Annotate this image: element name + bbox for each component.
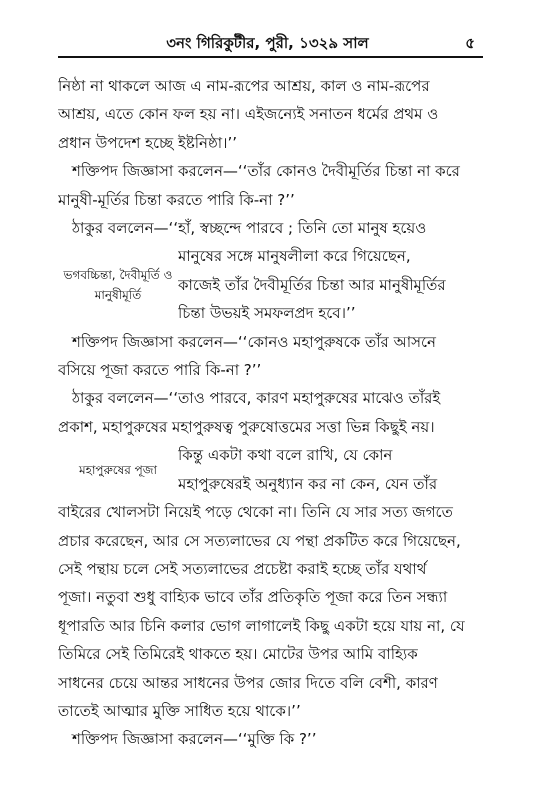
margin-note: মহাপুরুষের পূজা: [78, 462, 157, 477]
running-header-title: ৩নং গিরিকুটীর, পুরী, ১৩২৯ সাল: [166, 34, 369, 52]
text-line: আশ্রয়, এতে কোন ফল হয় না। এইজন্যেই সনাতন ধর্মের প্রথম ও: [58, 105, 439, 124]
text-line: প্রচার করেছেন, আর সে সত্যলাভের যে পন্থা প্রকটিত করে গিয়েছেন,: [58, 531, 461, 550]
text-line: পূজা। নতুবা শুধু বাহ্যিক ভাবে তাঁর প্রতিকৃতি পূজা করে তিন সন্ধ্যা: [58, 588, 448, 607]
text-line: সেই পন্থায় চলে সেই সত্যলাভের প্রচেষ্টা করাই হচ্ছে তাঁর যথার্থ: [58, 559, 427, 578]
page-header: [0, 30, 535, 56]
paragraph: [58, 384, 486, 725]
text-line: সাধনের চেয়ে আন্তর সাধনের উপর জোর দিতে বলি বেশী, কারণ: [58, 673, 438, 692]
text-line: ঠাকুর বললেন—‘‘তাও পারবে, কারণ মহাপুরুষের মাঝেও তাঁরই: [72, 389, 441, 408]
body-text: [58, 72, 486, 754]
text-line: মানুষী-মূর্তির চিন্তা করতে পারি কি-না ?’’: [58, 190, 295, 209]
paragraph: [58, 725, 486, 753]
text-line: বাইরের খোলসটা নিয়েই পড়ে থেকো না। তিনি যে সার সত্য জগতে: [58, 503, 453, 522]
paragraph: [58, 157, 486, 214]
text-line: শক্তিপদ জিজ্ঞাসা করলেন—‘‘তাঁর কোনও দৈবীমূর্তির চিন্তা না করে: [72, 162, 460, 181]
paragraph: [58, 72, 486, 157]
text-line: মানুষের সঙ্গে মানুষলীলা করে গিয়েছেন,: [178, 247, 411, 266]
margin-note-lines: [178, 242, 486, 327]
margin-note-lines: [178, 441, 486, 498]
paragraph: [58, 328, 486, 385]
margin-note-block: [58, 441, 486, 498]
text-line: প্রধান উপদেশ হচ্ছে ইষ্টনিষ্ঠা।’’: [58, 133, 238, 152]
text-line: বসিয়ে পূজা করতে পারি কি-না ?’’: [58, 361, 262, 380]
header-rule: [58, 56, 483, 58]
text-line: চিন্তা উভয়ই সমফলপ্রদ হবে।’’: [178, 304, 356, 323]
text-line: প্রকাশ, মহাপুরুষের মহাপুরুষত্ব পুরুষোত্তমের সত্তা ভিন্ন কিছুই নয়।: [58, 417, 435, 436]
text-line: মহাপুরুষেরই অনুধ্যান কর না কেন, যেন তাঁর: [178, 474, 438, 493]
text-line: শক্তিপদ জিজ্ঞাসা করলেন—‘‘কোনও মহাপুরুষকে তাঁর আসনে: [72, 332, 436, 351]
text-line: তিমিরে সেই তিমিরেই থাকতে হয়। মোটের উপর আমি বাহ্যিক: [58, 645, 418, 664]
text-line: তাতেই আত্মার মুক্তি সাধিত হয়ে থাকে।’’: [58, 701, 301, 720]
text-line: নিষ্ঠা না থাকলে আজ এ নাম-রূপের আশ্রয়, কাল ও নাম-রূপের: [58, 77, 430, 95]
text-line: ধূপারতি আর চিনি কলার ভোগ লাগালেই কিছু একটা হয়ে যায় না, যে: [58, 616, 465, 635]
paragraph: [58, 214, 486, 328]
text-line: ঠাকুর বললেন—‘‘হাঁ, স্বচ্ছন্দে পারবে ; তিনি তো মানুষ হয়েও: [72, 219, 427, 238]
page-number: ৫: [465, 34, 475, 52]
text-line: শক্তিপদ জিজ্ঞাসা করলেন—‘‘মুক্তি কি ?’’: [72, 730, 317, 749]
text-line: কিন্তু একটা কথা বলে রাখি, যে কোন: [178, 446, 393, 465]
margin-note-block: [58, 242, 486, 327]
text-line: কাজেই তাঁর দৈবীমূর্তির চিন্তা আর মানুষীমূর্তির: [178, 275, 446, 294]
margin-note: ভগবচ্চিন্তা, দৈবীমূর্তি ও মানুষীমূর্তি: [63, 268, 173, 303]
